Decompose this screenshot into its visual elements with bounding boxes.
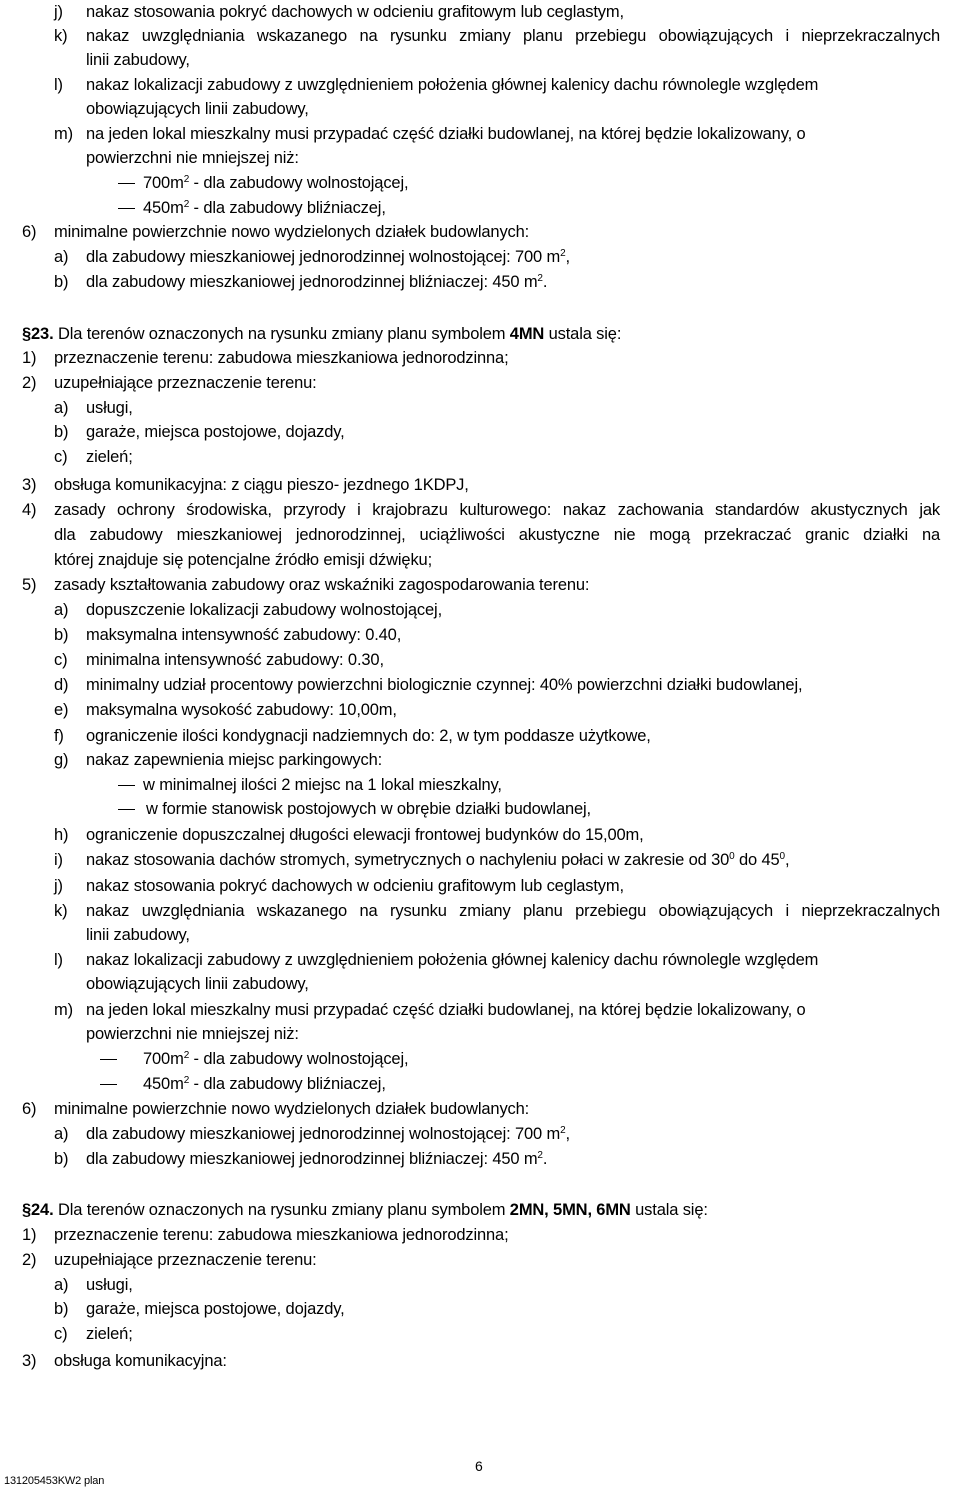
list-item-l: l) nakaz lokalizacji zabudowy z uwzględnieniem położenia głównej kalenicy dachu równolegle względem — [54, 951, 819, 969]
list-item-g: g) nakaz zapewnienia miejsc parkingowych: — [54, 751, 383, 769]
list-item-b: b) dla zabudowy mieszkaniowej jednorodzinnej bliźniaczej: 450 $m^2$. — [54, 273, 548, 291]
list-item-k: k) nakaz uwzględniania wskazanego na rysunku zmiany planu przebiegu obowiązujących i nieprzekraczalnych — [54, 902, 940, 920]
list-item-m-continuation: powierzchni nie mniejszej niż: — [86, 1025, 299, 1043]
point-3: 3) obsługa komunikacyjna: z ciągu pieszo- jezdnego 1KDPJ, — [22, 476, 469, 494]
area-requirement-semi-detached: $450m^2$ - dla zabudowy bliźniaczej, — [143, 199, 386, 217]
dash-bullet — [118, 809, 135, 810]
point-3: 3) obsługa komunikacyjna: — [22, 1352, 227, 1370]
list-item-b: b) garaże, miejsca postojowe, dojazdy, — [54, 423, 345, 441]
list-item-b: b) garaże, miejsca postojowe, dojazdy, — [54, 1300, 345, 1318]
section-23-heading: §23. Dla terenów oznaczonych na rysunku zmiany planu symbolem 4MN ustala się: — [22, 325, 622, 343]
list-item-b: b) dla zabudowy mieszkaniowej jednorodzinnej bliźniaczej: 450 $m^2$. — [54, 1150, 548, 1168]
point-2: 2) uzupełniające przeznaczenie terenu: — [22, 1251, 317, 1269]
list-item-b: b) maksymalna intensywność zabudowy: 0.40, — [54, 626, 402, 644]
point-2: 2) uzupełniające przeznaczenie terenu: — [22, 374, 317, 392]
list-item-d: d) minimalny udział procentowy powierzchni biologicznie czynnej: 40% powierzchni działki budowlanej, — [54, 676, 803, 694]
list-item-f: f) ograniczenie ilości kondygnacji nadziemnych do: 2, w tym poddasze użytkowe, — [54, 727, 651, 745]
area-requirement-detached: $700m^2$ - dla zabudowy wolnostojącej, — [143, 174, 409, 192]
point-4-continuation: dla zabudowy mieszkaniowej jednorodzinnej, uciążliwości akustyczne nie mogą przekraczać granic działki na — [54, 526, 940, 544]
point-4-continuation-2: której znajduje się potencjalne źródło emisji dźwięku; — [54, 551, 433, 569]
parking-requirement-2: w formie stanowisk postojowych w obrębie działki budowlanej, — [146, 800, 591, 818]
section-24-heading: §24. Dla terenów oznaczonych na rysunku zmiany planu symbolem 2MN, 5MN, 6MN ustala się: — [22, 1201, 708, 1219]
list-item-a: a) dla zabudowy mieszkaniowej jednorodzinnej wolnostojącej: 700 $m^2$, — [54, 1125, 570, 1143]
list-item-l-continuation: obowiązujących linii zabudowy, — [86, 975, 309, 993]
area-requirement-semi-detached: $450m^2$ - dla zabudowy bliźniaczej, — [143, 1075, 386, 1093]
list-item-k: k) nakaz uwzględniania wskazanego na rysunku zmiany planu przebiegu obowiązujących i nieprzekraczalnych — [54, 27, 940, 45]
dash-bullet — [118, 208, 135, 209]
list-item-m-continuation: powierzchni nie mniejszej niż: — [86, 149, 299, 167]
list-item-e: e) maksymalna wysokość zabudowy: 10,00m, — [54, 701, 397, 719]
area-requirement-detached: $700m^2$ - dla zabudowy wolnostojącej, — [143, 1050, 409, 1068]
list-item-k-continuation: linii zabudowy, — [86, 926, 190, 944]
point-6: 6) minimalne powierzchnie nowo wydzielonych działek budowlanych: — [22, 1100, 530, 1118]
list-item-c: c) zieleń; — [54, 1325, 133, 1343]
point-4: 4) zasady ochrony środowiska, przyrody i krajobrazu kulturowego: nakaz zachowania standardów akustycznych jak — [22, 501, 940, 519]
list-item-j: j) nakaz stosowania pokryć dachowych w odcieniu grafitowym lub ceglastym, — [54, 3, 624, 21]
footer-code: 131205453KW2 plan — [4, 1475, 105, 1487]
page-number: 6 — [475, 1458, 483, 1474]
dash-bullet — [100, 1059, 117, 1060]
dash-bullet — [118, 785, 135, 786]
point-1: 1) przeznaczenie terenu: zabudowa mieszkaniowa jednorodzinna; — [22, 349, 509, 367]
list-item-h: h) ograniczenie dopuszczalnej długości elewacji frontowej budynków do 15,00m, — [54, 826, 644, 844]
list-item-l-continuation: obowiązujących linii zabudowy, — [86, 100, 309, 118]
dash-bullet — [118, 183, 135, 184]
list-item-a: a) usługi, — [54, 1276, 133, 1294]
list-item-m: m) na jeden lokal mieszkalny musi przypadać część działki budowlanej, na której będzie lokalizowany, o — [54, 125, 806, 143]
dash-bullet — [100, 1084, 117, 1085]
list-item-c: c) zieleń; — [54, 448, 133, 466]
list-item-a: a) dla zabudowy mieszkaniowej jednorodzinnej wolnostojącej: 700 $m^2$, — [54, 248, 570, 266]
list-item-l: l) nakaz lokalizacji zabudowy z uwzględnieniem położenia głównej kalenicy dachu równolegle względem — [54, 76, 819, 94]
list-item-a: a) dopuszczenie lokalizacji zabudowy wolnostojącej, — [54, 601, 443, 619]
list-item-a: a) usługi, — [54, 399, 133, 417]
list-item-k-continuation: linii zabudowy, — [86, 51, 190, 69]
list-item-c: c) minimalna intensywność zabudowy: 0.30, — [54, 651, 384, 669]
list-item-j: j) nakaz stosowania pokryć dachowych w odcieniu grafitowym lub ceglastym, — [54, 877, 624, 895]
point-1: 1) przeznaczenie terenu: zabudowa mieszkaniowa jednorodzinna; — [22, 1226, 509, 1244]
point-6: 6) minimalne powierzchnie nowo wydzielonych działek budowlanych: — [22, 223, 530, 241]
parking-requirement-1: w minimalnej ilości 2 miejsc na 1 lokal mieszkalny, — [143, 776, 502, 794]
point-5: 5) zasady kształtowania zabudowy oraz wskaźniki zagospodarowania terenu: — [22, 576, 590, 594]
list-item-i: i) nakaz stosowania dachów stromych, symetrycznych o nachyleniu połaci w zakresie od $30^0$ do $45^0$, — [54, 851, 790, 869]
list-item-m: m) na jeden lokal mieszkalny musi przypadać część działki budowlanej, na której będzie lokalizowany, o — [54, 1001, 806, 1019]
